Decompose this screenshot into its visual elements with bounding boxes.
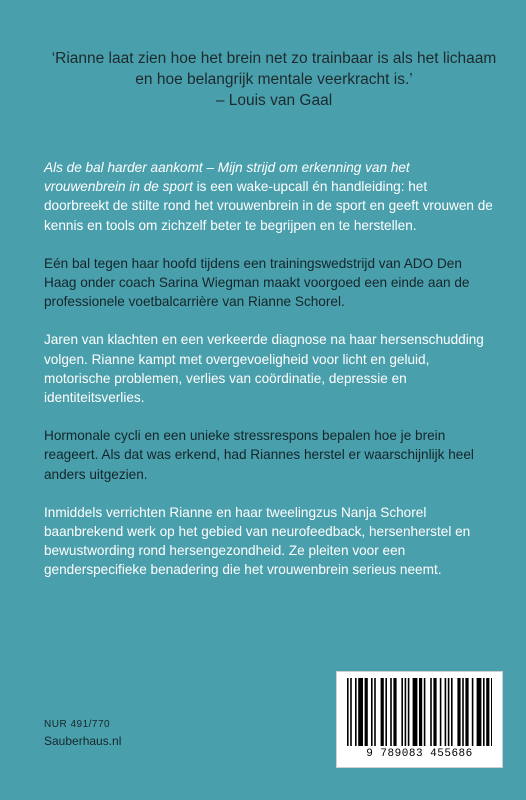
barcode-digits: 9 789083 455686 — [366, 748, 473, 760]
barcode-bars — [347, 678, 492, 746]
paragraph-3: Hormonale cycli en een unieke stressrespons bepalen hoe je brein reageert. Als dat was erkend, had Riannes herstel er waarschijnlijk heel anders uitgezien. — [44, 428, 474, 482]
quote-author: – Louis van Gaal — [215, 92, 333, 109]
back-cover-quote — [44, 48, 504, 111]
intro-rest: is een wake-upcall én handleiding: het doorbreekt de stilte rond het vrouwenbrein in de sport en geeft vrouwen de kennis en tools om zichzelf beter te begrijpen en te herstellen. — [44, 179, 493, 233]
book-title: Als de bal harder aankomt – Mijn strijd om erkenning van het vrouwenbrein in de sport — [44, 160, 410, 195]
paragraph-1: Eén bal tegen haar hoofd tijdens een trainingswedstrijd van ADO Den Haag onder coach Sarina Wiegman maakt voorgoed een einde aan de professionele voetbalcarrière van Rianne Schorel. — [44, 255, 470, 310]
paragraph-2: Jaren van klachten en een verkeerde diagnose na haar hersenschudding volgen. Rianne kampt met overgevoeligheid voor licht en geluid, motorische problemen, verlies van coördinatie, depressie en identiteitsverlies. — [44, 332, 484, 406]
paragraph-4: Inmiddels verrichten Rianne en haar tweelingzus Nanja Schorel baanbrekend werk op het gebied van neurofeedback, hersenherstel en bewustwording rond hersengezondheid. Ze pleiten voor een genderspecifieke benadering die het vrouwenbrein serieus neemt. — [44, 504, 471, 578]
publisher-info — [44, 718, 121, 750]
blurb — [44, 158, 494, 599]
nur-code: NUR 491/770 — [44, 719, 111, 730]
isbn-barcode — [336, 671, 503, 768]
publisher-website: Sauberhaus.nl — [44, 734, 122, 748]
quote-text: ‘Rianne laat zien hoe het brein net zo trainbaar is als het lichaam en hoe belangrijk mentale veerkracht is.’ — [51, 50, 497, 88]
intro-paragraph — [44, 158, 494, 235]
